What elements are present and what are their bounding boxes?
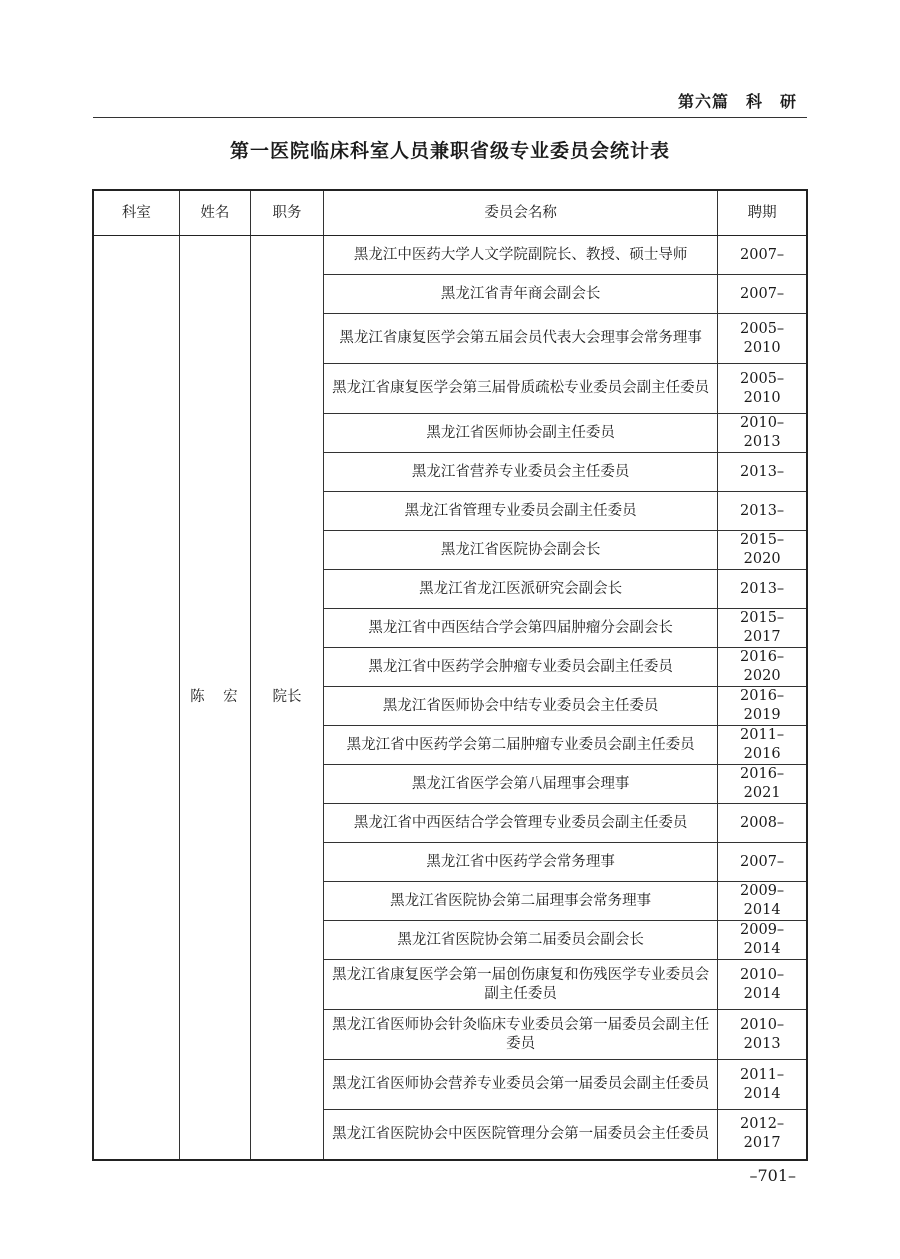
term-cell: 2015–2017 bbox=[718, 609, 807, 648]
term-cell: 2016–2019 bbox=[718, 687, 807, 726]
header-department: 科室 bbox=[93, 190, 179, 236]
department-cell bbox=[93, 236, 179, 1160]
header-rule bbox=[93, 117, 807, 118]
term-cell: 2009–2014 bbox=[718, 882, 807, 921]
term-cell: 2007– bbox=[718, 275, 807, 314]
term-cell: 2013– bbox=[718, 570, 807, 609]
term-cell: 2010–2013 bbox=[718, 414, 807, 453]
committee-cell: 黑龙江省龙江医派研究会副会长 bbox=[324, 570, 718, 609]
committee-cell: 黑龙江省中西医结合学会第四届肿瘤分会副会长 bbox=[324, 609, 718, 648]
term-cell: 2012–2017 bbox=[718, 1110, 807, 1160]
term-cell: 2011–2016 bbox=[718, 726, 807, 765]
committee-cell: 黑龙江省营养专业委员会主任委员 bbox=[324, 453, 718, 492]
term-cell: 2016–2021 bbox=[718, 765, 807, 804]
committee-cell: 黑龙江省医院协会副会长 bbox=[324, 531, 718, 570]
committee-cell: 黑龙江省医院协会第二届委员会副会长 bbox=[324, 921, 718, 960]
position-cell: 院长 bbox=[250, 236, 323, 1160]
page-title: 第一医院临床科室人员兼职省级专业委员会统计表 bbox=[229, 140, 670, 162]
header-position: 职务 bbox=[250, 190, 323, 236]
term-cell: 2013– bbox=[718, 453, 807, 492]
committee-cell: 黑龙江省青年商会副会长 bbox=[324, 275, 718, 314]
term-cell: 2007– bbox=[718, 236, 807, 275]
committee-cell: 黑龙江省医院协会第二届理事会常务理事 bbox=[324, 882, 718, 921]
term-cell: 2005–2010 bbox=[718, 314, 807, 364]
table-body bbox=[93, 236, 807, 1160]
committee-cell: 黑龙江省医师协会针灸临床专业委员会第一届委员会副主任委员 bbox=[324, 1010, 718, 1060]
term-cell: 2005–2010 bbox=[718, 364, 807, 414]
table-header-row bbox=[93, 190, 807, 236]
committee-cell: 黑龙江省医师协会副主任委员 bbox=[324, 414, 718, 453]
term-cell: 2013– bbox=[718, 492, 807, 531]
committee-cell: 黑龙江省医学会第八届理事会理事 bbox=[324, 765, 718, 804]
page-number: –701– bbox=[749, 1166, 796, 1185]
term-cell: 2016–2020 bbox=[718, 648, 807, 687]
committee-cell: 黑龙江省康复医学会第五届会员代表大会理事会常务理事 bbox=[324, 314, 718, 364]
committee-cell: 黑龙江省医师协会中结专业委员会主任委员 bbox=[324, 687, 718, 726]
term-cell: 2010–2013 bbox=[718, 1010, 807, 1060]
committee-cell: 黑龙江省中医药学会第二届肿瘤专业委员会副主任委员 bbox=[324, 726, 718, 765]
term-cell: 2010–2014 bbox=[718, 960, 807, 1010]
committee-cell: 黑龙江省医师协会营养专业委员会第一届委员会副主任委员 bbox=[324, 1060, 718, 1110]
header-committee: 委员会名称 bbox=[324, 190, 718, 236]
committee-cell: 黑龙江省管理专业委员会副主任委员 bbox=[324, 492, 718, 531]
term-cell: 2011–2014 bbox=[718, 1060, 807, 1110]
term-cell: 2008– bbox=[718, 804, 807, 843]
committee-cell: 黑龙江省中医药学会常务理事 bbox=[324, 843, 718, 882]
header-term: 聘期 bbox=[718, 190, 807, 236]
committee-cell: 黑龙江省中西医结合学会管理专业委员会副主任委员 bbox=[324, 804, 718, 843]
committee-cell: 黑龙江省医院协会中医医院管理分会第一届委员会主任委员 bbox=[324, 1110, 718, 1160]
committee-cell: 黑龙江省康复医学会第一届创伤康复和伤残医学专业委员会副主任委员 bbox=[324, 960, 718, 1010]
header-name: 姓名 bbox=[179, 190, 250, 236]
term-cell: 2015–2020 bbox=[718, 531, 807, 570]
committee-cell: 黑龙江中医药大学人文学院副院长、教授、硕士导师 bbox=[324, 236, 718, 275]
name-cell: 陈 宏 bbox=[179, 236, 250, 1160]
committee-cell: 黑龙江省康复医学会第三届骨质疏松专业委员会副主任委员 bbox=[324, 364, 718, 414]
committee-cell: 黑龙江省中医药学会肿瘤专业委员会副主任委员 bbox=[324, 648, 718, 687]
table-row bbox=[93, 236, 807, 275]
running-head: 第六篇 科 研 bbox=[677, 92, 797, 111]
term-cell: 2009–2014 bbox=[718, 921, 807, 960]
committee-table bbox=[92, 189, 808, 1161]
term-cell: 2007– bbox=[718, 843, 807, 882]
